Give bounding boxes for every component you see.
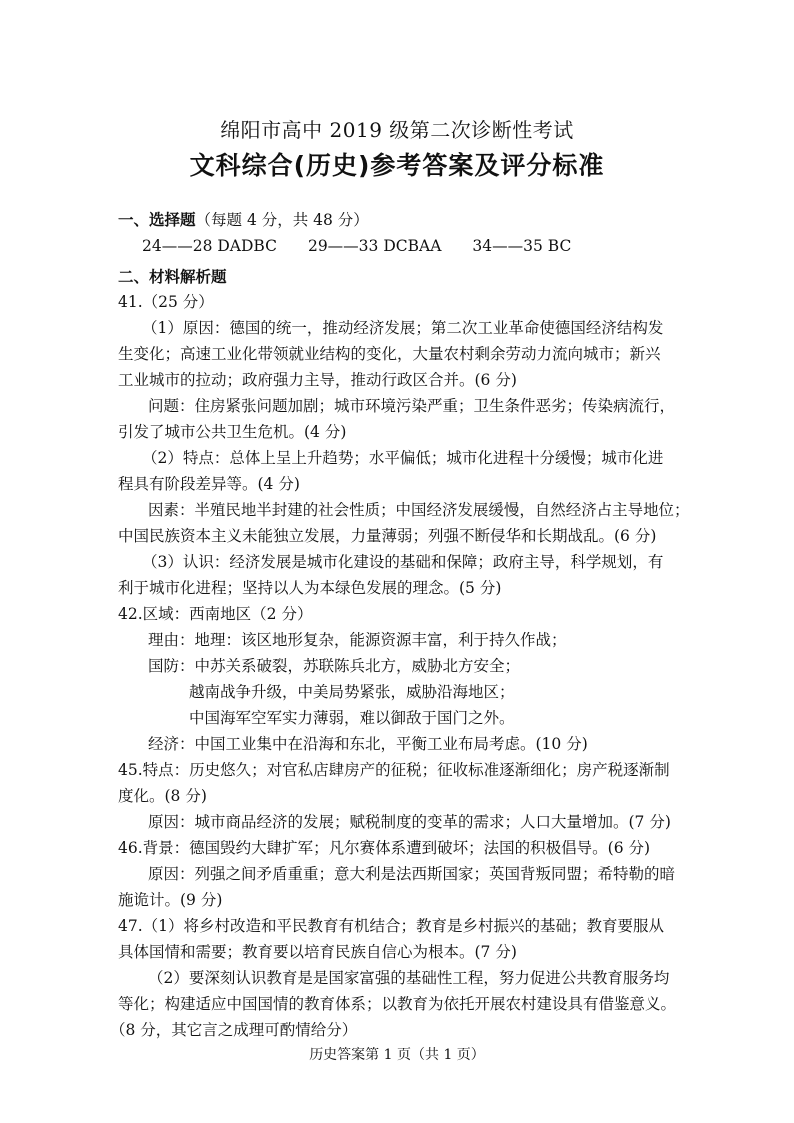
section1-heading-line	[118, 209, 369, 231]
answer-line: 经济：中国工业集中在沿海和东北，平衡工业布局考虑。(10 分)	[148, 735, 588, 753]
answer-line: 中国民族资本主义未能独立发展，力量薄弱；列强不断侵华和长期战乱。(6 分)	[118, 527, 657, 545]
answer-line: 工业城市的拉动；政府强力主导，推动行政区合并。(6 分)	[118, 371, 517, 389]
answer-line: 越南战争升级，中美局势紧张，威胁沿海地区；	[189, 683, 515, 701]
answer-line: 国防：中苏关系破裂，苏联陈兵北方，威胁北方安全；	[148, 657, 521, 675]
section1-heading: 一、选择题	[118, 211, 196, 229]
answer-line: 引发了城市公共卫生危机。(4 分)	[118, 423, 347, 441]
answer-line: 原因：城市商品经济的发展；赋税制度的变革的需求；人口大量增加。(7 分)	[148, 813, 671, 831]
answer-line: 45.特点：历史悠久；对官私店肆房产的征税；征收标准逐渐细化；房产税逐渐制	[118, 761, 670, 779]
answer-line: 施诡计。(9 分)	[118, 891, 223, 909]
answer-line: 利于城市化进程；坚持以人为本绿色发展的理念。(5 分)	[118, 579, 502, 597]
answer-line: 42.区域：西南地区（2 分）	[118, 605, 313, 623]
answer-line: 因素：半殖民地半封建的社会性质；中国经济发展缓慢，自然经济占主导地位；	[148, 501, 690, 519]
page-footer: 历史答案第 1 页（共 1 页）	[309, 1047, 485, 1063]
answer-line: （2）要深刻认识教育是是国家富强的基础性工程，努力促进公共教育服务均	[148, 969, 670, 987]
answer-line: （3）认识：经济发展是城市化建设的基础和保障；政府主导，科学规划，有	[142, 553, 664, 571]
answer-line: 具体国情和需要；教育要以培育民族自信心为根本。(7 分)	[118, 943, 517, 961]
answer-line: 问题：住房紧张问题加剧；城市环境污染严重；卫生条件恶劣；传染病流行，	[148, 397, 676, 415]
answer-line: （2）特点：总体上呈上升趋势；水平偏低；城市化进程十分缓慢；城市化进	[142, 449, 664, 467]
answer-line: （1）原因：德国的统一，推动经济发展；第二次工业革命使德国经济结构发	[142, 319, 664, 337]
section2-heading: 二、材料解析题	[118, 268, 227, 286]
answer-line: 中国海军空军实力薄弱，难以御敌于国门之外。	[189, 709, 515, 727]
answer-line: 度化。(8 分)	[118, 787, 207, 805]
section1-note: （每题 4 分，共 48 分）	[195, 211, 369, 229]
document-title: 文科综合(历史)参考答案及评分标准	[189, 151, 605, 180]
answer-line: 程具有阶段差异等。(4 分)	[118, 475, 300, 493]
answer-line: 41.（25 分）	[118, 293, 214, 311]
answer-line: 46.背景：德国毁约大肆扩军；凡尔赛体系遭到破坏；法国的积极倡导。(6 分)	[118, 839, 651, 857]
answer-line: 理由：地理：该区地形复杂，能源资源丰富，利于持久作战；	[148, 631, 567, 649]
answer-line: 原因：列强之间矛盾重重；意大利是法西斯国家；英国背叛同盟；希特勒的暗	[148, 865, 676, 883]
answer-line: 生变化；高速工业化带领就业结构的变化，大量农村剩余劳动力流向城市；新兴	[118, 345, 661, 363]
answer-line: （8 分，其它言之成理可酌情给分）	[110, 1021, 358, 1039]
answer-line: 47.（1）将乡村改造和平民教育有机结合；教育是乡村振兴的基础；教育要服从	[118, 917, 665, 935]
exam-title: 绵阳市高中 2019 级第二次诊断性考试	[220, 118, 574, 142]
answer-line: 等化；构建适应中国国情的教育体系；以教育为依托开展农村建设具有借鉴意义。	[118, 995, 677, 1013]
choice-answers: 24——28 DADBC 29——33 DCBAA 34——35 BC	[142, 237, 572, 255]
